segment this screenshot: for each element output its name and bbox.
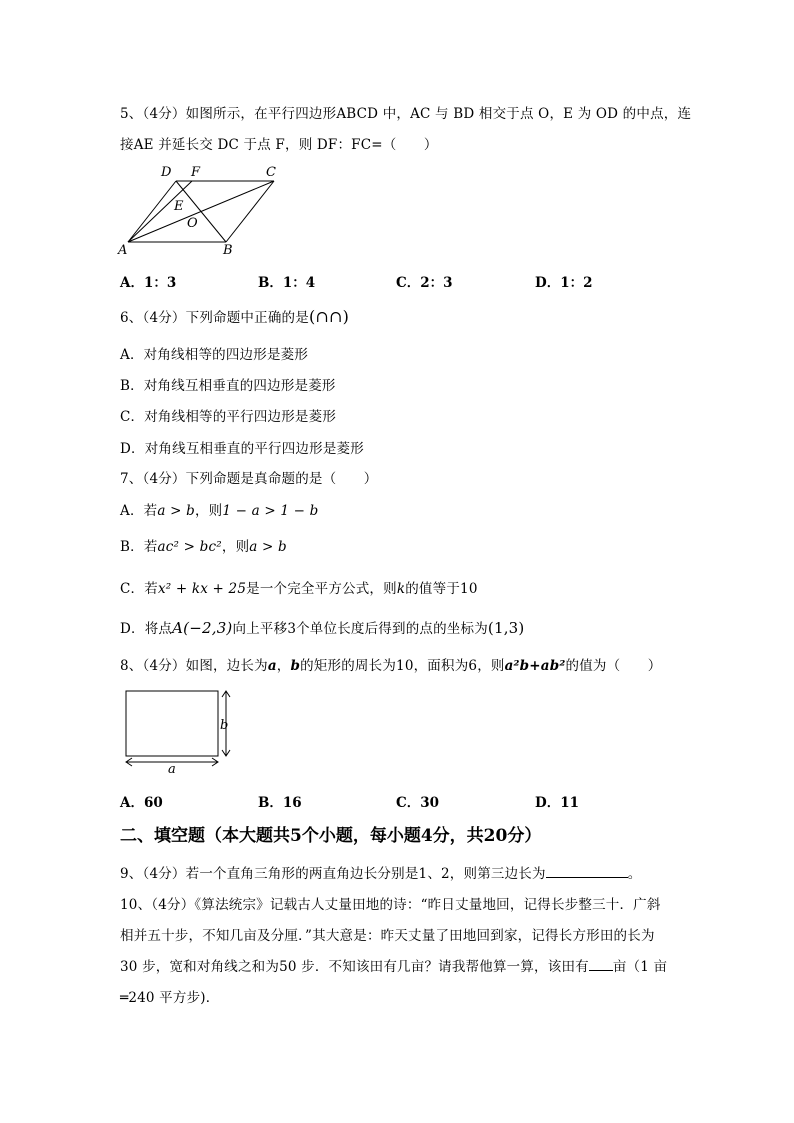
q8-expr: a²b+ab²	[504, 658, 566, 674]
q7-b-result: a > b	[249, 539, 287, 555]
q8-var-b: b	[290, 658, 301, 674]
section-heading: 二、填空题（本大题共5个小题，每小题4分，共20分）	[120, 826, 542, 846]
q7-d-point: A(−2,3)	[172, 619, 233, 637]
q5-option-c: C．2：3	[396, 275, 453, 291]
q9-answer-blank	[546, 865, 628, 878]
q8-stem-mid: 的矩形的周长为10，面积为6，则	[300, 658, 505, 674]
q10-line3-pre: 30 步，宽和对角线之和为50 步．不知该田有几亩？请我帮他算一算，该田有	[120, 959, 589, 975]
q7-option-d	[120, 617, 524, 637]
q7-d-mid: 向上平移	[232, 621, 288, 637]
q10-answer-blank	[589, 958, 613, 971]
q8-stem-pre: 8、（4分）如图，边长为	[120, 658, 268, 674]
q7-a-mid: ，则	[194, 503, 223, 519]
label-b: b	[220, 718, 229, 733]
q7-stem: 7、（4分）下列命题是真命题的是（ ）	[120, 471, 378, 487]
q7-d-tail: 个单位长度后得到的点的坐标为	[296, 621, 488, 637]
q7-c-expr: x² + kx + 25	[157, 581, 247, 597]
parallelogram-figure	[116, 160, 286, 260]
q6-option-a: A．对角线相等的四边形是菱形	[120, 347, 309, 363]
label-A: A	[118, 243, 128, 258]
q5-option-a: A．1：3	[120, 275, 177, 291]
q7-d-result: (1,3)	[487, 619, 525, 637]
rectangle-figure	[120, 685, 245, 775]
q7-a-cond: a > b	[157, 503, 195, 519]
q5-line1: 5、（4分）如图所示，在平行四边形ABCD 中，AC 与 BD 相交于点 O，E 为 OD 的中点，连	[120, 106, 692, 122]
q6-option-d: D．对角线互相垂直的平行四边形是菱形	[120, 441, 364, 457]
q7-b-cond: ac² > bc²	[157, 539, 222, 555]
q10-line3	[120, 955, 667, 975]
label-C: C	[266, 165, 276, 180]
q10-line3-post: 亩（1 亩	[612, 959, 668, 975]
q8-option-a: A．60	[120, 795, 163, 811]
q8-stem	[120, 654, 661, 674]
q6-option-b: B．对角线互相垂直的四边形是菱形	[120, 378, 336, 394]
q5-option-b: B．1：4	[258, 275, 316, 291]
q8-option-d: D．11	[535, 795, 579, 811]
q7-option-a	[120, 499, 319, 519]
q10-line4: ═240 平方步)．	[120, 990, 220, 1006]
q7-option-b	[120, 535, 287, 555]
q5-option-d: D．1：2	[535, 275, 593, 291]
q9-stem: 9、（4分）若一个直角三角形的两直角边长分别是1、2，则第三边长为	[120, 866, 546, 882]
label-a: a	[168, 762, 176, 775]
q7-b-prefix: B．若	[120, 539, 158, 555]
label-B: B	[223, 243, 233, 258]
label-F: F	[191, 165, 201, 180]
q7-d-num: 3	[287, 621, 297, 637]
q7-d-prefix: D．将点	[120, 621, 173, 637]
q7-a-prefix: A．若	[120, 503, 158, 519]
q10-line2: 相并五十步，不知几亩及分厘．”其大意是：昨天丈量了田地回到家，记得长方形田的长为	[120, 928, 655, 944]
q6-option-c: C．对角线相等的平行四边形是菱形	[120, 409, 337, 425]
label-O: O	[187, 216, 198, 231]
q9-text	[120, 862, 641, 882]
label-E: E	[174, 199, 184, 214]
q6-stem	[120, 306, 349, 326]
q6-stem-text: 6、（4分）下列命题中正确的是	[120, 310, 309, 326]
q9-end: 。	[627, 866, 642, 882]
q8-var-a: a	[267, 658, 277, 674]
q7-c-tail: 的值等于	[405, 581, 461, 597]
q7-c-mid: 是一个完全平方公式，则	[246, 581, 397, 597]
q8-option-b: B．16	[258, 795, 302, 811]
q8-comma: ，	[276, 658, 291, 674]
q8-stem-post: 的值为（ ）	[565, 658, 662, 674]
q7-c-value: 10	[460, 581, 478, 597]
q7-c-prefix: C．若	[120, 581, 158, 597]
q7-option-c	[120, 577, 478, 597]
q7-a-result: 1 − a > 1 − b	[222, 503, 319, 519]
q10-line1: 10、（4分）《算法统宗》记载古人丈量田地的诗：“昨日丈量地回，记得长步整三十．广斜	[120, 897, 661, 913]
q7-b-mid: ，则	[221, 539, 250, 555]
q8-option-c: C．30	[396, 795, 440, 811]
q5-line2: 接AE 并延长交 DC 于点 F，则 DF：FC=（ ）	[120, 137, 438, 153]
q6-paren: (∩∩)	[308, 307, 350, 326]
q7-c-var: k	[396, 581, 406, 597]
label-D: D	[161, 165, 172, 180]
